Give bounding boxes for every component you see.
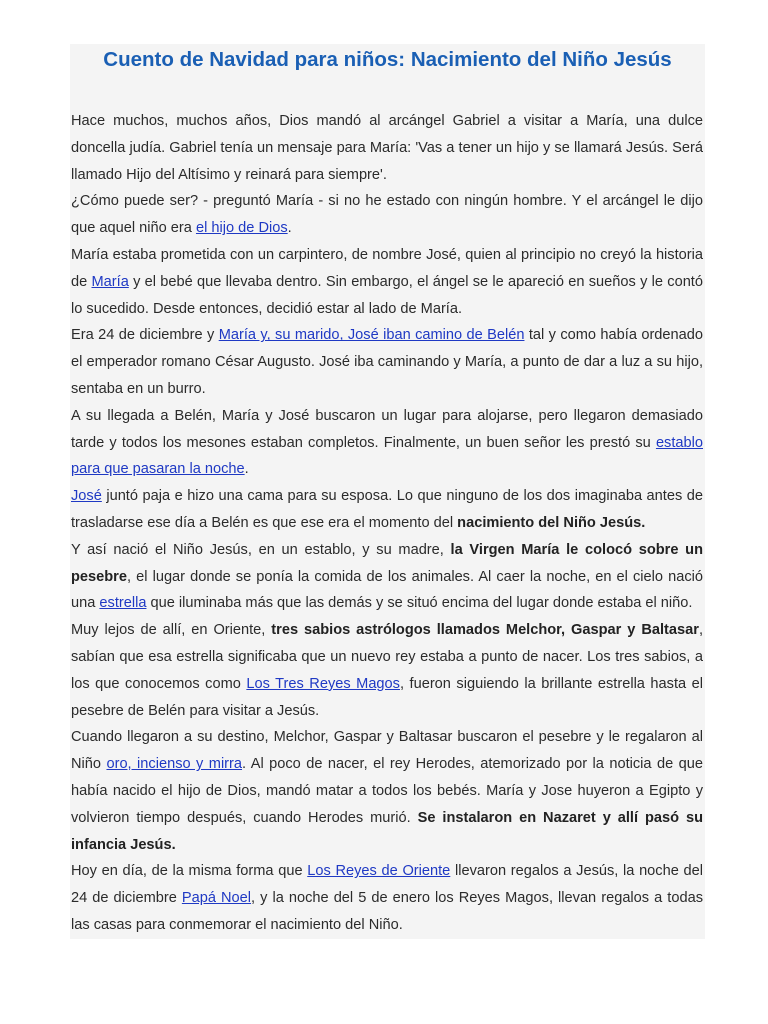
bold-phrase: tres sabios astrólogos llamados Melchor, Gaspar y Baltasar — [271, 622, 699, 639]
document-page — [70, 44, 705, 939]
link-estrella[interactable]: estrella — [99, 595, 147, 612]
bold-phrase: nacimiento del Niño Jesús. — [457, 514, 646, 531]
paragraph-9: Cuando llegaron a su destino, Melchor, Gaspar y Baltasar buscaron el pesebre y le regalaron al Niño oro, incienso y mirra. Al poco de nacer, el rey Herodes, atemorizado por la noticia de que había nacido el hijo de Dios, mandó matar a todos los bebés. María y Jose huyeron a Egipto y volvieron tiempo después, cuando Herodes murió. Se instalaron en Nazaret y allí pasó su infancia Jesús. — [71, 729, 704, 853]
paragraph-5: A su llegada a Belén, María y José buscaron un lugar para alojarse, pero llegaron demasiado tarde y todos los mesones estaban completos. Finalmente, un buen señor les prestó su establo para que pasaran la noche. — [71, 407, 703, 478]
paragraph-4: Era 24 de diciembre y María y, su marido, José iban camino de Belén tal y como había ordenado el emperador romano César Augusto. José iba caminando y María, a punto de dar a luz a su hijo, sentaba en un burro. — [71, 327, 703, 397]
link-tres-reyes-magos[interactable]: Los Tres Reyes Magos — [246, 675, 400, 692]
link-oro-incienso-mirra[interactable]: oro, incienso y mirra — [106, 756, 243, 773]
link-papa-noel[interactable]: Papá Noel — [181, 890, 252, 907]
paragraph-8: Muy lejos de allí, en Oriente, tres sabios astrólogos llamados Melchor, Gaspar y Baltasar, sabían que esa estrella significaba que un nuevo rey estaba a punto de nacer. Los tres sabios, a los que conocemos como Los Tres Reyes Magos, fueron siguiendo la brillante estrella hasta el pesebre de Belén para visitar a Jesús. — [71, 622, 703, 719]
bold-phrase: Se instalaron en Nazaret y allí pasó su infancia Jesús. — [71, 809, 703, 853]
paragraph-7: Y así nació el Niño Jesús, en un establo, y su madre, la Virgen María le colocó sobre un pesebre, el lugar donde se ponía la comida de los animales. Al caer la noche, en el cielo nació una estrella que iluminaba más que las demás y se situó encima del lugar donde estaba el niño. — [71, 541, 703, 612]
paragraph-6: José juntó paja e hizo una cama para su esposa. Lo que ninguno de los dos imaginaba antes de trasladarse ese día a Belén es que ese era el momento del nacimiento del Niño Jesús. — [71, 488, 703, 531]
link-camino-de-belen[interactable]: María y, su marido, José iban camino de Belén — [218, 327, 525, 344]
paragraph-1: Hace muchos, muchos años, Dios mandó al arcángel Gabriel a visitar a María, una dulce doncella judía. Gabriel tenía un mensaje para María: 'Vas a tener un hijo y se llamará Jesús. Será llamado Hijo del Altísimo y reinará para siempre'. — [71, 113, 703, 183]
story-body — [70, 108, 705, 939]
link-maria[interactable]: María — [91, 273, 129, 290]
link-jose[interactable]: José — [71, 488, 102, 505]
paragraph-3: María estaba prometida con un carpintero, de nombre José, quien al principio no creyó la historia de María y el bebé que llevaba dentro. Sin embargo, el ángel se le apareció en sueños y le contó lo sucedido. Desde entonces, decidió estar al lado de María. — [71, 246, 703, 317]
link-reyes-de-oriente[interactable]: Los Reyes de Oriente — [307, 863, 451, 880]
link-hijo-de-dios[interactable]: el hijo de Dios — [195, 220, 288, 237]
link-establo[interactable]: establo para que pasaran la noche — [71, 434, 703, 478]
paragraph-2: ¿Cómo puede ser? - preguntó María - si no he estado con ningún hombre. Y el arcángel le dijo que aquel niño era el hijo de Dios. — [71, 193, 703, 237]
bold-phrase: la Virgen María le colocó sobre un pesebre — [71, 541, 703, 585]
page-title: Cuento de Navidad para niños: Nacimiento del Niño Jesús — [103, 48, 672, 71]
paragraph-10: Hoy en día, de la misma forma que Los Reyes de Oriente llevaron regalos a Jesús, la noche del 24 de diciembre Papá Noel, y la noche del 5 de enero los Reyes Magos, llevan regalos a todas las casas para conmemorar el nacimiento del Niño. — [71, 863, 703, 933]
